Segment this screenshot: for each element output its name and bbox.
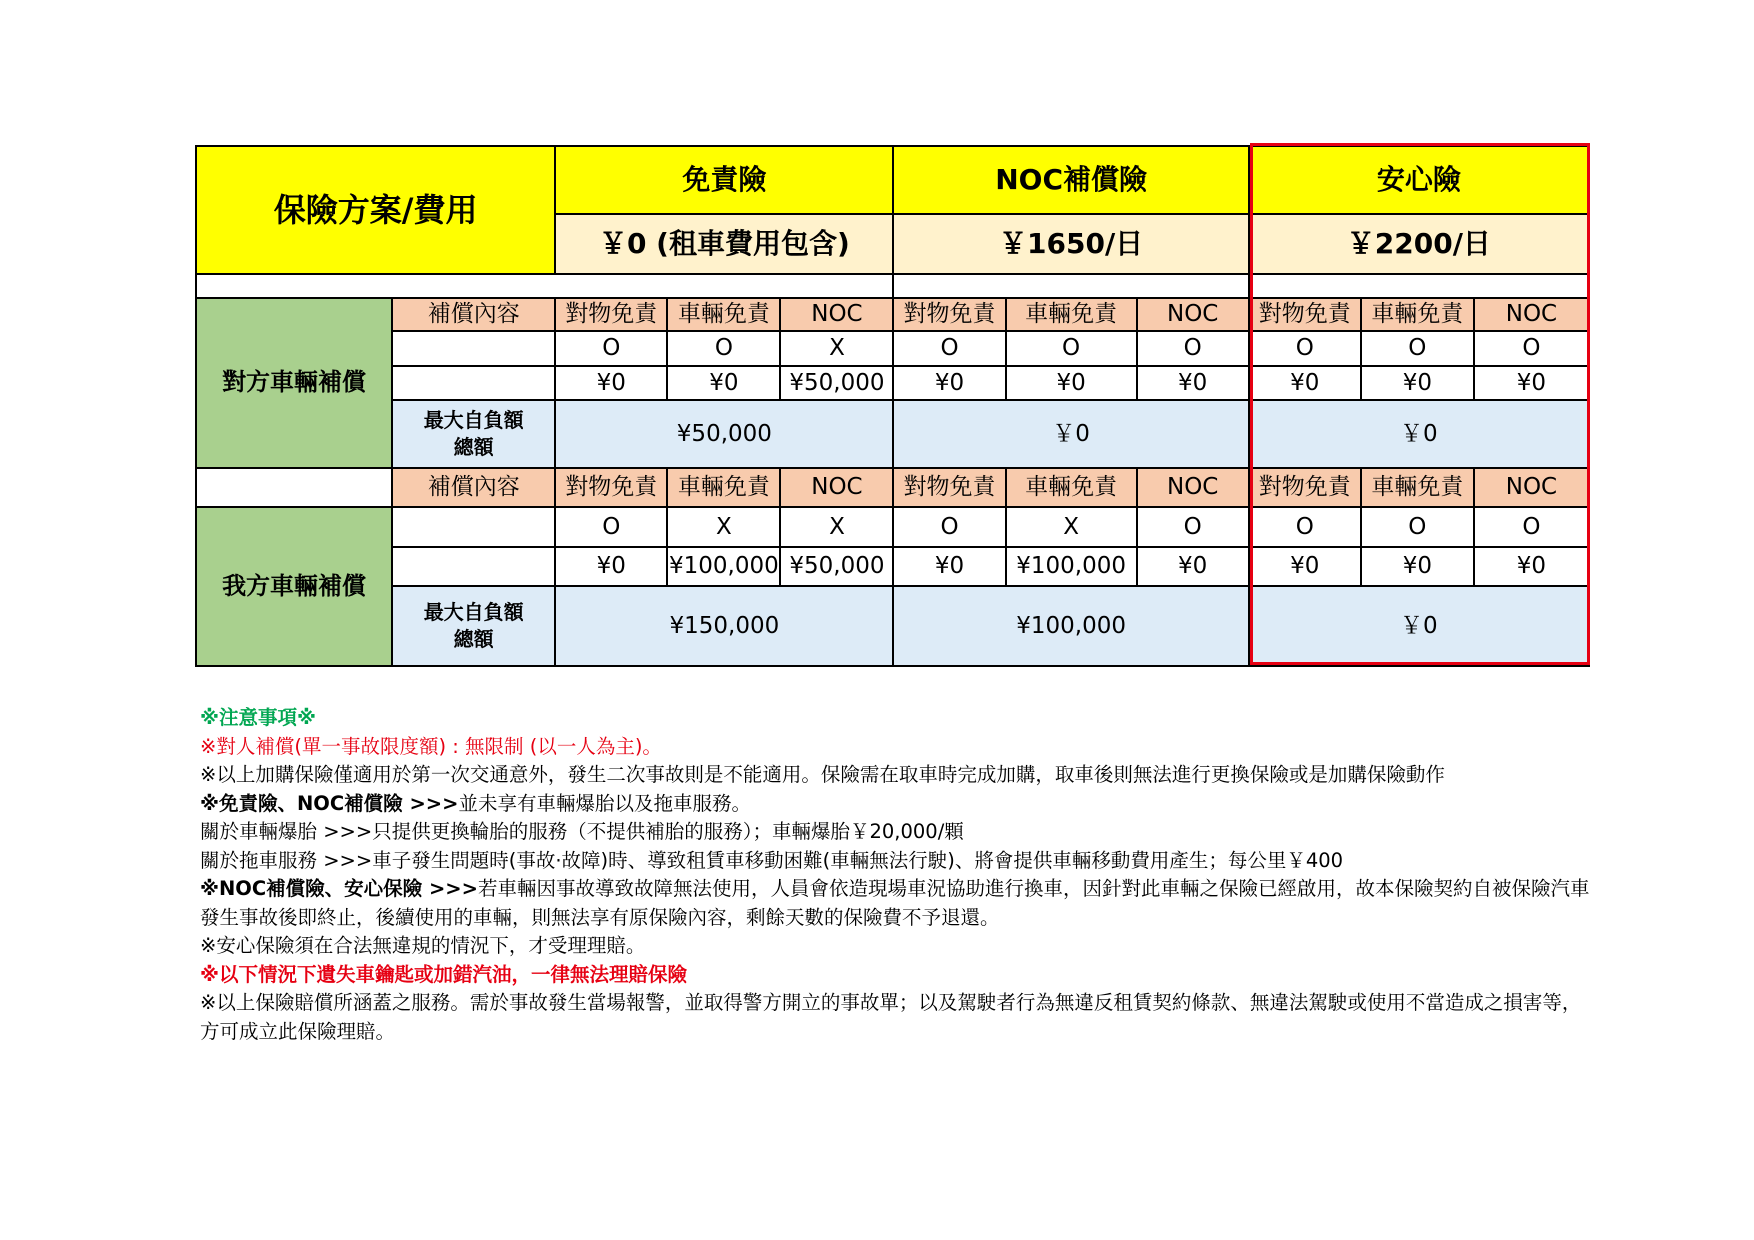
cover-cell: O [1006, 331, 1137, 366]
coverage-label: 補償內容 [392, 298, 555, 331]
amount-cell: ¥0 [1474, 366, 1589, 400]
amount-cell: ¥0 [1474, 547, 1589, 586]
max-deductible-value: ￥0 [1249, 400, 1589, 468]
col-header: NOC [780, 298, 893, 331]
cover-cell: O [1137, 331, 1249, 366]
col-header: 車輛免責 [1006, 298, 1137, 331]
cover-cell: O [667, 331, 780, 366]
cover-cell: O [555, 507, 667, 547]
spacer-row [893, 274, 1248, 298]
max-deductible-value: ￥0 [893, 400, 1248, 468]
col-header: 對物免責 [893, 468, 1005, 507]
max-deductible-value: ¥50,000 [555, 400, 893, 468]
spacer-row [196, 274, 893, 298]
plan-name-noc: NOC補償險 [893, 146, 1248, 214]
col-header: 對物免責 [893, 298, 1005, 331]
col-header: 對物免責 [555, 298, 667, 331]
spacer-row [1249, 274, 1589, 298]
col-header: 車輛免責 [667, 468, 780, 507]
max-deductible-value: ¥100,000 [893, 586, 1248, 666]
note-line: 關於車輛爆胎 >>>只提供更換輪胎的服務（不提供補胎的服務）；車輛爆胎￥20,000/顆 [200, 820, 964, 843]
cover-cell: O [1137, 507, 1249, 547]
cover-cell: O [1361, 331, 1474, 366]
cover-cell: X [667, 507, 780, 547]
cover-cell: O [893, 507, 1005, 547]
max-deductible-value: ¥150,000 [555, 586, 893, 666]
amount-cell: ¥0 [1249, 366, 1361, 400]
col-header: NOC [1474, 298, 1589, 331]
blank-cell [196, 468, 392, 507]
plan-name-peace: 安心險 [1249, 146, 1589, 214]
col-header: 對物免責 [1249, 468, 1361, 507]
plan-price-basic: ￥0 (租車費用包含) [555, 214, 893, 274]
col-header: 車輛免責 [667, 298, 780, 331]
note-personal: ※對人補償(單一事故限度額) : 無限制 (以一人為主)。 [200, 734, 662, 758]
note-line: ※免責險、NOC補償險 >>>並未享有車輛爆胎以及拖車服務。 [200, 791, 751, 815]
col-header: NOC [1474, 468, 1589, 507]
note-line: ※以上加購保險僅適用於第一次交通意外，發生二次事故則是不能適用。保險需在取車時完成加購，取車後則無法進行更換保險或是加購保險動作 [200, 763, 1445, 786]
amount-cell: ¥0 [1249, 547, 1361, 586]
plan-price-peace: ￥2200/日 [1249, 214, 1589, 274]
col-header: 對物免責 [1249, 298, 1361, 331]
amount-cell: ¥50,000 [780, 547, 893, 586]
note-line: ※NOC補償險、安心保險 >>>若車輛因事故導致故障無法使用，人員會依造現場車況協助進行換車，因針對此車輛之保險已經啟用，故本保險契約自被保險汽車發生事故後即終止，後續使用的車輛，則無法享有原保險內容，剩餘天數的保險費不予退還。 [200, 877, 1590, 929]
notes-title: ※注意事項※ [200, 706, 316, 729]
cover-cell: O [1249, 507, 1361, 547]
cover-cell: X [780, 507, 893, 547]
cover-cell: O [893, 331, 1005, 366]
amount-cell: ¥100,000 [667, 547, 780, 586]
col-header: NOC [1137, 468, 1249, 507]
section-title-other-vehicle: 對方車輛補償 [196, 298, 392, 468]
note-line: ※以上保險賠償所涵蓋之服務。需於事故發生當場報警，並取得警方開立的事故單；以及駕駛者行為無違反租賃契約條款、無違法駕駛或使用不當造成之損害等，方可成立此保險理賠。 [200, 991, 1582, 1043]
amount-cell: ¥0 [893, 366, 1005, 400]
amount-cell: ¥50,000 [780, 366, 893, 400]
cover-cell: O [1361, 507, 1474, 547]
amount-cell: ¥0 [555, 366, 667, 400]
amount-cell: ¥100,000 [1006, 547, 1137, 586]
col-header: NOC [1137, 298, 1249, 331]
col-header: 車輛免責 [1361, 468, 1474, 507]
cover-cell: X [780, 331, 893, 366]
max-deductible-value: ￥0 [1249, 586, 1589, 666]
note-line: ※安心保險須在合法無違規的情況下，才受理理賠。 [200, 934, 646, 957]
row-label-empty [392, 507, 555, 547]
col-header: 車輛免責 [1006, 468, 1137, 507]
insurance-table [195, 145, 1590, 667]
amount-cell: ¥0 [1361, 366, 1474, 400]
section-title-own-vehicle: 我方車輛補償 [196, 507, 392, 666]
cover-cell: O [1249, 331, 1361, 366]
amount-cell: ¥0 [1137, 366, 1249, 400]
max-deductible-label: 最大自負額 總額 [392, 400, 555, 468]
cover-cell: O [1474, 331, 1589, 366]
amount-cell: ¥0 [1137, 547, 1249, 586]
cover-cell: X [1006, 507, 1137, 547]
amount-cell: ¥0 [555, 547, 667, 586]
row-label-empty [392, 366, 555, 400]
note-warning: ※以下情況下遺失車鑰匙或加錯汽油，一律無法理賠保險 [200, 962, 687, 986]
col-header: NOC [780, 468, 893, 507]
max-deductible-label: 最大自負額 總額 [392, 586, 555, 666]
col-header: 車輛免責 [1361, 298, 1474, 331]
notes-section [200, 704, 1600, 1046]
plan-name-basic: 免責險 [555, 146, 893, 214]
cover-cell: O [555, 331, 667, 366]
amount-cell: ¥0 [667, 366, 780, 400]
cover-cell: O [1474, 507, 1589, 547]
row-label-empty [392, 331, 555, 366]
plan-price-noc: ￥1650/日 [893, 214, 1248, 274]
table-title: 保險方案/費用 [196, 146, 555, 274]
amount-cell: ¥0 [1006, 366, 1137, 400]
coverage-label: 補償內容 [392, 468, 555, 507]
amount-cell: ¥0 [1361, 547, 1474, 586]
col-header: 對物免責 [555, 468, 667, 507]
row-label-empty [392, 547, 555, 586]
amount-cell: ¥0 [893, 547, 1005, 586]
note-line: 關於拖車服務 >>>車子發生問題時(事故·故障)時、導致租賃車移動困難(車輛無法行駛)、將會提供車輛移動費用產生；每公里￥400 [200, 848, 1344, 872]
